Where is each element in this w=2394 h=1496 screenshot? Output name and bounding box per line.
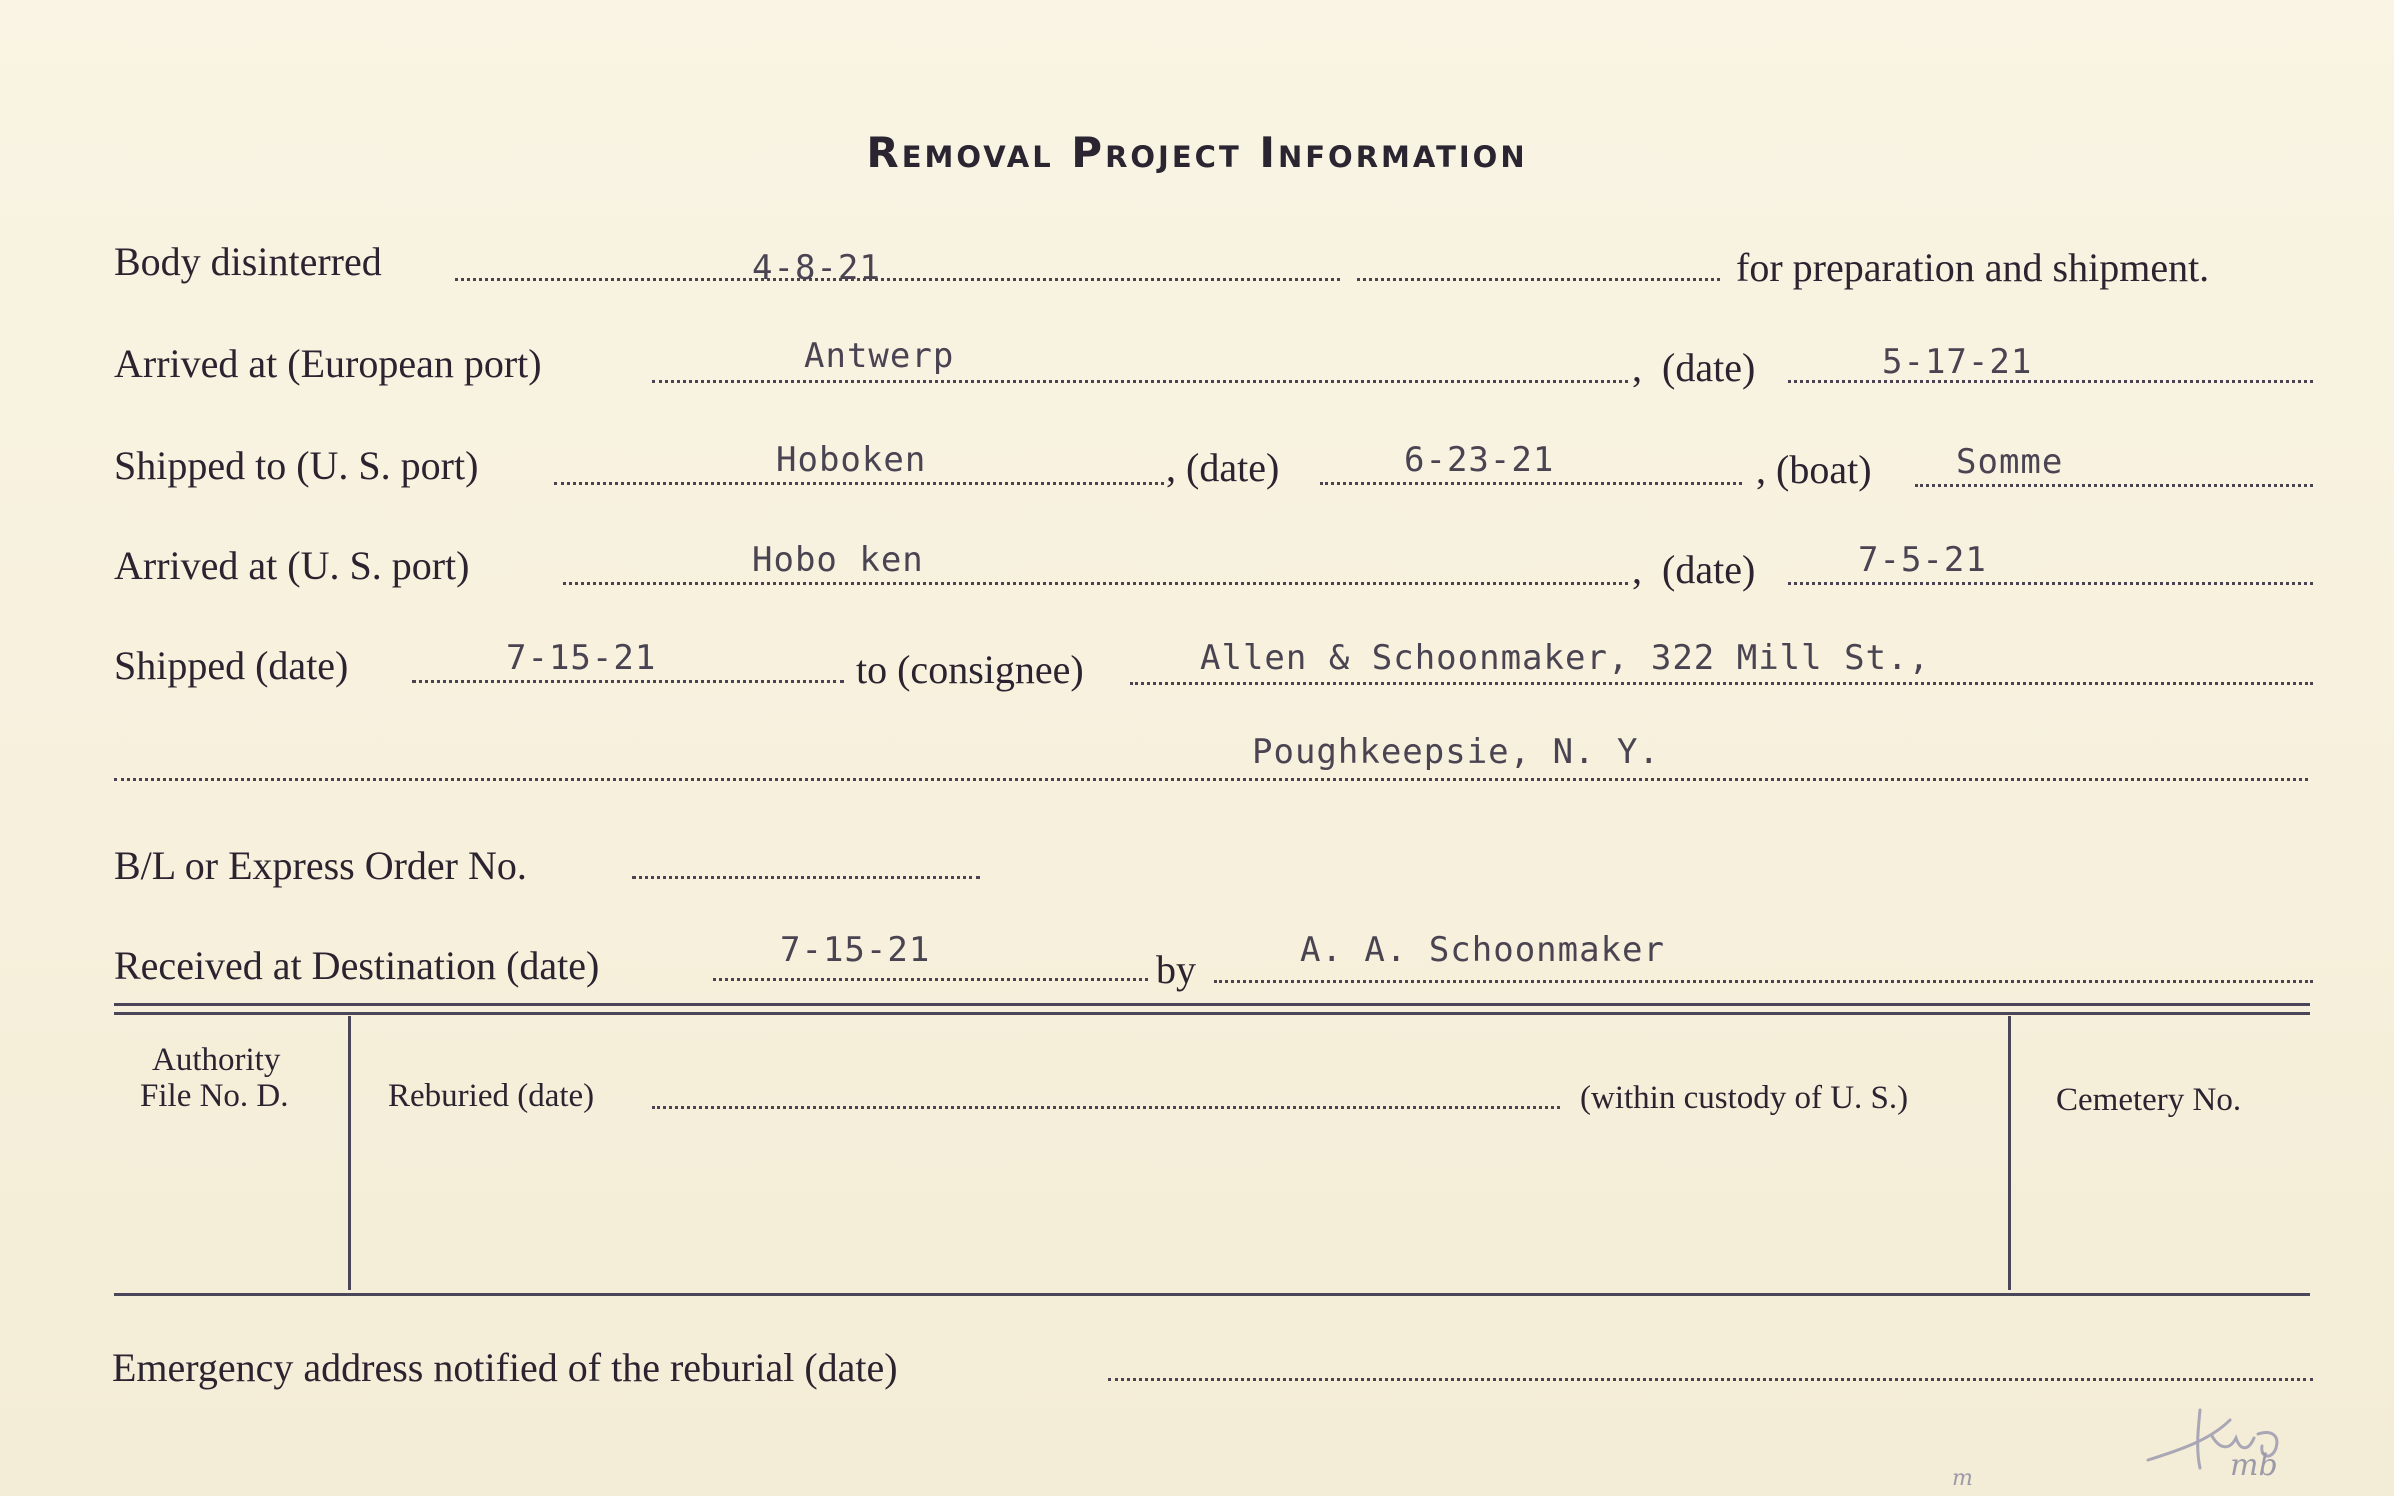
- authority-line2: File No. D.: [140, 1078, 289, 1114]
- emergency-label: Emergency address notified of the reburial (date): [112, 1345, 898, 1390]
- small-mark: m: [1952, 1466, 1973, 1491]
- consignee-line2: Poughkeepsie, N. Y.: [1252, 732, 1660, 772]
- shipped-date-line: [412, 680, 844, 683]
- arrived-european-date-label: (date): [1662, 345, 1756, 390]
- arrived-us-port-label: Arrived at (U. S. port): [114, 543, 470, 588]
- arrived-us-date-line: [1788, 582, 2313, 585]
- bl-line: [632, 876, 980, 879]
- authority-line1: Authority: [152, 1042, 281, 1078]
- arrived-european-date-line: [1788, 380, 2313, 383]
- form-title: Removal Project Information: [866, 128, 1528, 177]
- boat-label: , (boat): [1756, 447, 1872, 492]
- body-disinterred-label: Body disinterred: [114, 239, 382, 284]
- arrived-us-date: 7-5-21: [1858, 540, 1987, 580]
- bl-label: B/L or Express Order No.: [114, 843, 527, 888]
- custody-label: (within custody of U. S.): [1580, 1080, 1909, 1116]
- consignee-line1: Allen & Schoonmaker, 322 Mill St.,: [1200, 638, 1930, 678]
- consignee-continuation-line: [114, 778, 2308, 781]
- arrived-us-port-line: [563, 582, 1628, 585]
- arrived-us-comma: ,: [1632, 547, 1642, 592]
- received-by-value: A. A. Schoonmaker: [1300, 930, 1665, 970]
- received-label: Received at Destination (date): [114, 943, 600, 988]
- by-label: by: [1156, 947, 1196, 992]
- divider-top-2: [114, 1012, 2310, 1015]
- shipped-us-date-line: [1320, 482, 1742, 485]
- emergency-line: [1108, 1378, 2313, 1381]
- divider-top-1: [114, 1003, 2310, 1006]
- body-disinterred-line-2: [1357, 278, 1720, 281]
- divider-bottom: [114, 1293, 2310, 1296]
- boat-value: Somme: [1956, 442, 2064, 482]
- arrived-us-port-value: Hobo ken: [752, 540, 924, 580]
- arrived-european-line: [652, 380, 1628, 383]
- shipped-date-label: Shipped (date): [114, 643, 349, 688]
- received-date-line: [713, 978, 1148, 981]
- body-disinterred-value: 4-8-21: [752, 248, 881, 288]
- arrived-european-date: 5-17-21: [1882, 342, 2033, 382]
- consignee-line: [1130, 682, 2313, 685]
- shipped-date-value: 7-15-21: [506, 638, 657, 678]
- arrived-european-value: Antwerp: [804, 336, 955, 376]
- received-by-line: [1214, 980, 2313, 983]
- body-disinterred-line: [455, 278, 1340, 281]
- shipped-us-port-value: Hoboken: [776, 440, 927, 480]
- shipped-us-date-label: , (date): [1166, 445, 1280, 490]
- preparation-label: for preparation and shipment.: [1736, 245, 2210, 290]
- arrived-european-label: Arrived at (European port): [114, 341, 542, 386]
- shipped-us-port-line: [554, 482, 1164, 485]
- initials-mark: mb: [2230, 1448, 2278, 1483]
- reburied-label: Reburied (date): [388, 1078, 595, 1114]
- cemetery-column-divider: [2008, 1016, 2011, 1290]
- received-value: 7-15-21: [780, 930, 931, 970]
- consignee-label: to (consignee): [856, 647, 1084, 692]
- shipped-us-port-label: Shipped to (U. S. port): [114, 443, 479, 488]
- arrived-european-comma: ,: [1632, 345, 1642, 390]
- arrived-us-date-label: (date): [1662, 547, 1756, 592]
- authority-column-divider: [348, 1016, 351, 1290]
- shipped-us-date: 6-23-21: [1404, 440, 1555, 480]
- boat-line: [1915, 484, 2313, 487]
- cemetery-label: Cemetery No.: [2056, 1082, 2242, 1118]
- reburied-line: [652, 1106, 1560, 1109]
